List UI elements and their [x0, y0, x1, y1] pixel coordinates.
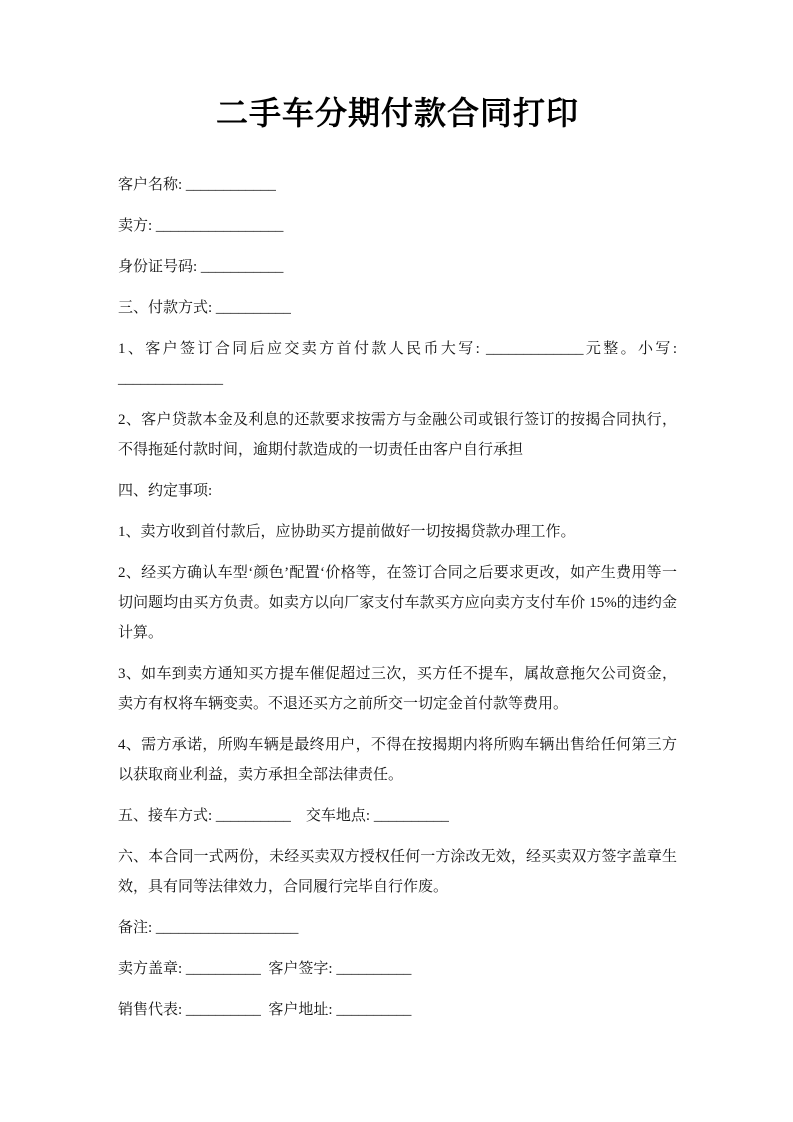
field-customer-name: 客户名称: ____________ — [118, 177, 276, 193]
clause-down-payment: 1、客户签订合同后应交卖方首付款人民币大写: _____________元整。小写: ______________ — [118, 341, 681, 387]
clause-seller-assist: 1、卖方收到首付款后，应协助买方提前做好一切按揭贷款办理工作。 — [118, 524, 576, 540]
document-title: 二手车分期付款合同打印 — [215, 95, 579, 131]
section-agreed-matters: 四、约定事项: — [118, 483, 213, 499]
field-id-number: 身份证号码: ___________ — [118, 259, 284, 275]
field-salesrep-address: 销售代表: __________ 客户地址: __________ — [118, 1002, 412, 1018]
clause-pickup-refusal: 3、如车到卖方通知买方提车催促超过三次，买方任不提车，属故意拖欠公司资金，卖方有权将车辆变卖。不退还买方之前所交一切定金首付款等费用。 — [118, 666, 677, 712]
field-pickup-delivery: 五、接车方式: __________ 交车地点: __________ — [118, 808, 449, 824]
field-seal-signature: 卖方盖章: __________ 客户签字: __________ — [118, 961, 412, 977]
clause-end-user: 4、需方承诺，所购车辆是最终用户，不得在按揭期内将所购车辆出售给任何第三方以获取商业利益，卖方承担全部法律责任。 — [118, 737, 677, 783]
section-payment-method: 三、付款方式: __________ — [118, 300, 291, 316]
field-seller: 卖方: _________________ — [118, 218, 284, 234]
field-remarks: 备注: ___________________ — [118, 920, 299, 936]
clause-contract-validity: 六、本合同一式两份，未经买卖双方授权任何一方涂改无效，经买卖双方签字盖章生效，具有同等法律效力，合同履行完毕自行作废。 — [118, 849, 677, 895]
clause-buyer-confirm: 2、经买方确认车型‘颜色’配置‘价格等，在签订合同之后要求更改，如产生费用等一切问题均由买方负责。如卖方以向厂家支付车款买方应向卖方支付车价 15%的违约金计算。 — [118, 565, 677, 641]
clause-loan-repayment: 2、客户贷款本金及利息的还款要求按需方与金融公司或银行签订的按揭合同执行，不得拖延付款时间，逾期付款造成的一切责任由客户自行承担 — [118, 412, 677, 458]
